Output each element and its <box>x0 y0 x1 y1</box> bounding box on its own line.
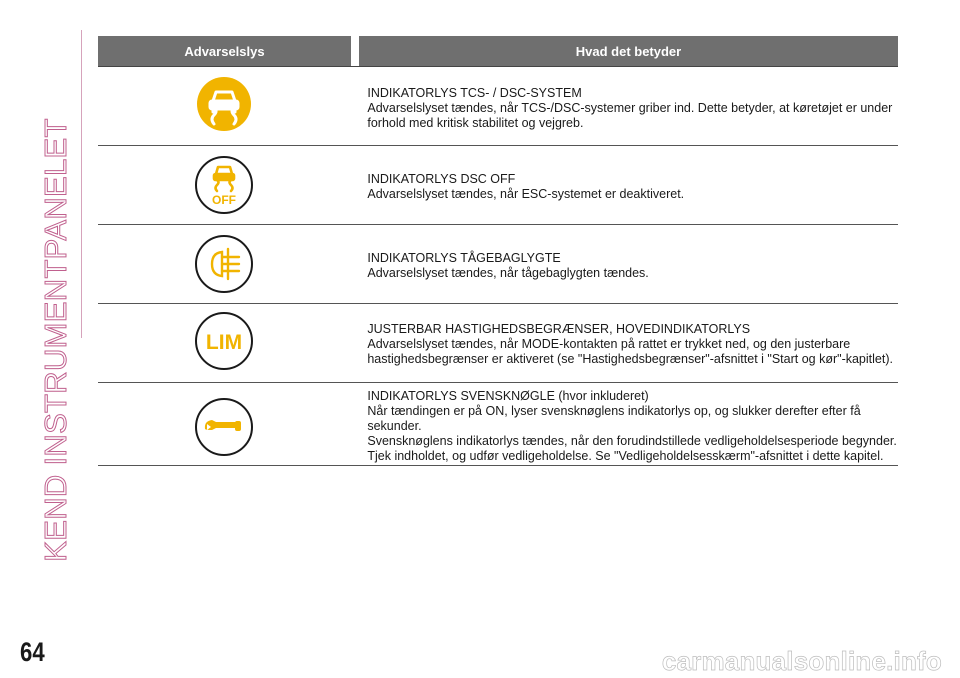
row-description: hastighedsbegrænser er aktiveret (se "Hastighedsbegrænser"-afsnittet i "Start og kør"-kapitlet). <box>367 352 893 366</box>
chapter-side-rule <box>81 30 82 338</box>
table-header <box>98 36 898 67</box>
dsc-off-label: OFF <box>212 193 237 207</box>
row-description: Advarselslyset tændes, når tågebaglygten tændes. <box>367 266 649 280</box>
warning-light-cell <box>98 146 350 224</box>
meaning-cell <box>367 383 898 465</box>
row-description: Når tændingen er på ON, lyser svensknøglens indikatorlys op, og slukker derefter efter få <box>367 404 861 418</box>
row-title: JUSTERBAR HASTIGHEDSBEGRÆNSER, HOVEDINDIKATORLYS <box>367 322 751 336</box>
row-title: INDIKATORLYS DSC OFF <box>367 172 516 186</box>
row-title: INDIKATORLYS TCS- / DSC-SYSTEM <box>367 86 582 100</box>
row-description: sekunder. <box>367 419 422 433</box>
meaning-cell <box>367 304 898 382</box>
warning-light-cell <box>98 383 350 465</box>
page-number: 64 <box>20 637 45 667</box>
warning-lights-table <box>98 36 898 466</box>
table-row <box>98 383 898 466</box>
table-row <box>98 67 898 146</box>
table-row <box>98 146 898 225</box>
warning-light-cell <box>98 304 350 382</box>
row-title: INDIKATORLYS TÅGEBAGLYGTE <box>367 251 561 265</box>
meaning-cell <box>367 67 898 145</box>
rear-fog-light-icon <box>195 235 253 293</box>
row-description: Advarselslyset tændes, når TCS-/DSC-systemer griber ind. Dette betyder, at køretøjet er under <box>367 101 893 115</box>
tcs-dsc-skid-icon <box>196 76 252 132</box>
wrench-icon <box>195 398 253 456</box>
header-warning-light: Advarselslys <box>98 36 351 66</box>
speed-limiter-label: LIM <box>206 331 243 354</box>
chapter-side-title: KEND INSTRUMENTPANELET <box>38 118 73 562</box>
speed-limiter-icon <box>195 312 253 370</box>
dsc-off-icon <box>195 156 253 214</box>
header-meaning: Hvad det betyder <box>359 36 898 66</box>
site-watermark: carmanualsonline.info <box>661 646 942 676</box>
meaning-cell <box>367 146 898 224</box>
row-description: forhold med kritisk stabilitet og vejgreb. <box>367 116 584 130</box>
row-description: Advarselslyset tændes, når MODE-kontakten på rattet er trykket ned, og den justerbare <box>367 337 851 351</box>
table-row <box>98 304 898 383</box>
warning-light-cell <box>98 67 350 145</box>
row-description: Svensknøglens indikatorlys tændes, når den forudindstillede vedligeholdelsesperiode begynder. <box>367 434 897 448</box>
row-description: Tjek indholdet, og udfør vedligeholdelse. Se "Vedligeholdelsesskærm"-afsnittet i dette kapitel. <box>367 449 884 463</box>
meaning-cell <box>367 225 898 303</box>
row-title: INDIKATORLYS SVENSKNØGLE (hvor inkluderet) <box>367 389 649 403</box>
row-description: Advarselslyset tændes, når ESC-systemet er deaktiveret. <box>367 187 685 201</box>
table-row <box>98 225 898 304</box>
warning-light-cell <box>98 225 350 303</box>
